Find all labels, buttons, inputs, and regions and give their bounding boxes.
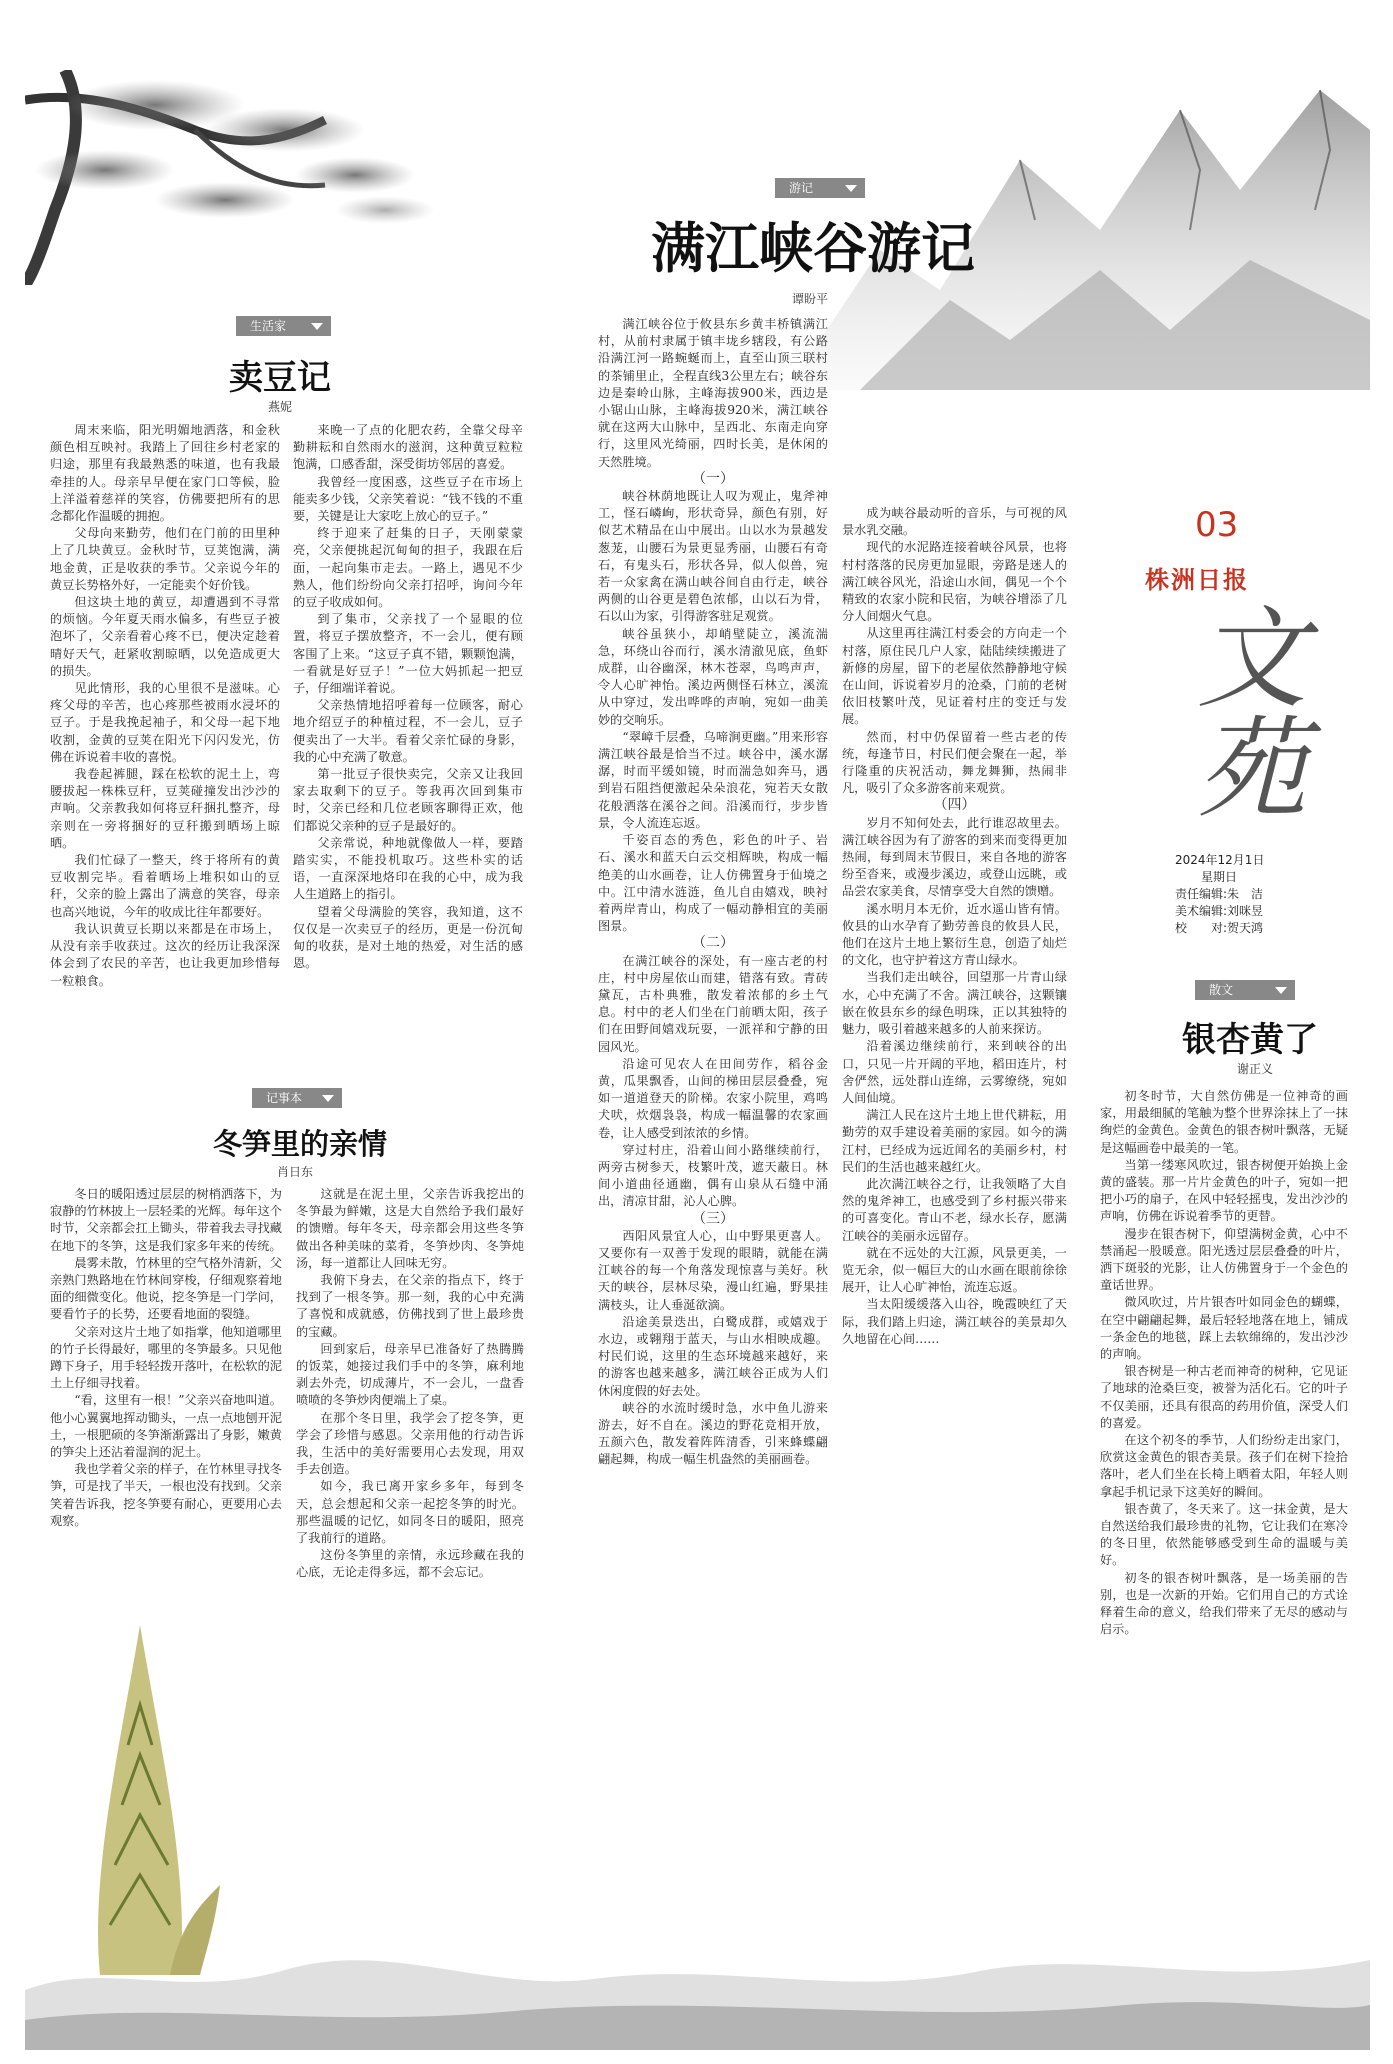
paragraph: 我也学着父亲的样子，在竹林里寻找冬笋，可是找了半天，一根也没有找到。父亲笑着告诉我，挖冬笋要有耐心，更要用心去观察。 — [50, 1462, 282, 1528]
paragraph: 就在不远处的大江源，风景更美，一览无余，似一幅巨大的山水画在眼前徐徐展开，让人心旷神怡，流连忘返。 — [842, 1245, 1067, 1295]
pine-tree-ink-painting — [25, 70, 445, 285]
paragraph: 溪水明月本无价，近水遥山皆有情。攸县的山水孕育了勤劳善良的攸县人民，他们在这片土地上繁衍生息，创造了灿烂的文化，也守护着这方青山绿水。 — [842, 901, 1067, 968]
section-number: （一） — [692, 470, 734, 487]
byline-dongsun: 肖日东 — [276, 1165, 313, 1179]
paragraph: 父母向来勤劳，他们在门前的田里种上了几块黄豆。金秋时节，豆荚饱满，满地金黄，正是收获的季节。父亲说今年的黄豆长势格外好，一定能卖个好价钱。 — [50, 526, 280, 592]
byline-yinxing: 谢正义 — [1236, 1062, 1273, 1076]
article-title-youji: 满江峡谷游记 — [651, 217, 975, 280]
paragraph: 在这个初冬的季节，人们纷纷走出家门，欣赏这金黄色的银杏美景。孩子们在树下捡拾落叶，老人们坐在长椅上晒着太阳，年轻人则拿起手机记录下这美好的瞬间。 — [1100, 1433, 1348, 1499]
chevron-down-icon — [311, 323, 323, 330]
paragraph: 当第一缕寒风吹过，银杏树便开始换上金黄的盛装。那一片片金黄色的叶子，宛如一把把小巧的扇子，在风中轻轻摇曳，发出沙沙的声响，仿佛在诉说着季节的更替。 — [1100, 1157, 1348, 1224]
article-body-maidouji-col1 — [50, 422, 280, 1062]
tag-label: 游记 — [789, 181, 814, 195]
paragraph: 穿过村庄，沿着山间小路继续前行，两旁古树参天，枝繁叶茂，遮天蔽日。林间小道曲径通幽，偶有山泉从石缝中涌出，清凉甘甜，沁人心脾。 — [598, 1142, 828, 1209]
article-body-youji-col2 — [842, 505, 1067, 1886]
paragraph-list — [50, 1186, 282, 1530]
paragraph: 我俯下身去，在父亲的指点下，终于找到了一根冬笋。那一刻，我的心中充满了喜悦和成就感，仿佛找到了世上最珍贵的宝藏。 — [296, 1273, 524, 1339]
paragraph: 然而，村中仍保留着一些古老的传统，每逢节日，村民们便会聚在一起，举行隆重的庆祝活动，舞龙舞狮，热闹非凡，吸引了众多游客前来观赏。 — [842, 729, 1067, 796]
paragraph: 这就是在泥土里，父亲告诉我挖出的冬笋最为鲜嫩，这是大自然给予我们最好的馈赠。每年冬天，母亲都会用这些冬笋做出各种美味的菜肴，冬笋炒肉、冬笋炖汤，每一道都让人回味无穷。 — [296, 1187, 524, 1270]
article-title-maidouji: 卖豆记 — [229, 358, 331, 398]
section-tag-jishiben — [252, 1088, 342, 1108]
paragraph: 当我们走出峡谷，回望那一片青山绿水，心中充满了不舍。满江峡谷，这颗镶嵌在攸县东乡的绿色明珠，正以其独特的魅力，吸引着越来越多的人前来探访。 — [842, 970, 1067, 1037]
paragraph: 银杏黄了，冬天来了。这一抹金黄，是大自然送给我们最珍贵的礼物，它让我们在寒冷的冬日里，依然能够感受到生命的温暖与美好。 — [1100, 1501, 1348, 1568]
paragraph-list — [50, 422, 280, 990]
paragraph: “翠嶂千层叠，乌啼涧更幽。”用来形容满江峡谷最是恰当不过。峡谷中，溪水潺潺，时而平缓如镜，时而湍急如奔马，遇到岩石阻挡便激起朵朵浪花，宛若天女散花般洒落在溪谷之间。沿溪而行，步步皆景，令人流连忘返。 — [598, 729, 828, 830]
article-title-yinxing: 银杏黄了 — [1182, 1020, 1318, 1060]
paragraph: 微风吹过，片片银杏叶如同金色的蝴蝶，在空中翩翩起舞，最后轻轻地落在地上，铺成一条金色的地毯，踩上去软绵绵的，发出沙沙的声响。 — [1100, 1295, 1348, 1362]
editor-credit: 责任编辑:朱 洁 — [1175, 887, 1264, 901]
bamboo-shoot-illustration — [80, 1625, 230, 1975]
paragraph: 终于迎来了赶集的日子，天刚蒙蒙亮，父亲便挑起沉甸甸的担子，我跟在后面，一起向集市走去。一路上，遇见不少熟人，他们纷纷向父亲打招呼，询问今年的豆子收成如何。 — [293, 526, 523, 610]
article-body-dongsun-col1 — [50, 1186, 282, 1636]
paragraph-list — [1100, 1088, 1348, 1639]
section-number: （三） — [692, 1210, 734, 1227]
issue-weekday: 星期日 — [1201, 870, 1238, 884]
paragraph: 成为峡谷最动听的音乐，与可视的风景水乳交融。 — [842, 506, 1067, 538]
paragraph: 沿着溪边继续前行，来到峡谷的出口，只见一片开阔的平地，稻田连片，村舍俨然，远处群山连绵，云雾缭绕，宛如人间仙境。 — [842, 1039, 1067, 1105]
paragraph: 见此情形，我的心里很不是滋味。心疼父母的辛苦，也心疼那些被雨水浸坏的豆子。于是我挽起袖子，和父母一起下地收割，金黄的豆荚在阳光下闪闪发光，仿佛在诉说着丰收的喜悦。 — [50, 681, 280, 764]
article-title-dongsun: 冬笋里的亲情 — [212, 1127, 387, 1161]
paragraph: 如今，我已离开家乡多年，每到冬天，总会想起和父亲一起挖冬笋的时光。那些温暖的记忆，如同冬日的暖阳，照亮了我前行的道路。 — [296, 1479, 524, 1546]
paragraph: 初冬的银杏树叶飘落，是一场美丽的告别，也是一次新的开始。它们用自己的方式诠释着生命的意义，给我们带来了无尽的感动与启示。 — [1100, 1570, 1348, 1637]
paragraph: 父亲对这片土地了如指掌，他知道哪里的竹子长得最好，哪里的冬笋最多。只见他蹲下身子，用手轻轻拨开落叶，在松软的泥土上仔细寻找着。 — [50, 1324, 282, 1391]
paragraph: 我认识黄豆长期以来都是在市场上，从没有亲手收获过。这次的经历让我深深体会到了农民的辛苦，也让我更加珍惜每一粒粮食。 — [50, 921, 280, 988]
proofreader-credit: 校 对:贺天鸿 — [1175, 921, 1264, 935]
paragraph: 沿途可见农人在田间劳作，稻谷金黄，瓜果飘香，山间的梯田层层叠叠，宛如一道道登天的阶梯。农家小院里，鸡鸣犬吠，炊烟袅袅，构成一幅温馨的农家画卷，让人感受到浓浓的乡情。 — [598, 1056, 828, 1140]
paragraph-list — [598, 316, 828, 1469]
paragraph: 从这里再往满江村委会的方向走一个村落，原住民几户人家，陆陆续续搬进了新修的房屋，留下的老屋依然静静地守候在山间，诉说着岁月的沧桑，门前的老树依旧枝繁叶茂，见证着村庄的变迁与发展。 — [842, 626, 1067, 727]
paragraph-list — [293, 422, 523, 973]
section-name: 文苑 — [1179, 600, 1307, 820]
paragraph: 我们忙碌了一整天，终于将所有的黄豆收割完毕。看着晒场上堆积如山的豆秆，父亲的脸上露出了满意的笑容，母亲也高兴地说，今年的收成比往年都要好。 — [50, 853, 280, 919]
section-tag-youji — [775, 178, 865, 198]
paragraph: 此次满江峡谷之行，让我领略了大自然的鬼斧神工，也感受到了乡村振兴带来的可喜变化。青山不老，绿水长存，愿满江峡谷的美丽永远留存。 — [842, 1176, 1067, 1243]
paragraph: 第一批豆子很快卖完，父亲又让我回家去取剩下的豆子。等我再次回到集市时，父亲已经和几位老顾客聊得正欢，他们都说父亲种的豆子是最好的。 — [293, 767, 523, 833]
paragraph: 峡谷虽狭小，却峭壁陡立，溪流湍急，环绕山谷而行，溪水清澈见底，鱼虾成群，山谷幽深，林木苍翠，鸟鸣声声，令人心旷神怡。溪边两侧怪石林立，溪流从中穿过，发出哗哗的声响，宛如一曲美妙的交响乐。 — [598, 626, 828, 727]
paragraph: 这份冬笋里的亲情，永远珍藏在我的心底，无论走得多远，都不会忘记。 — [296, 1548, 524, 1580]
paragraph: 父亲常说，种地就像做人一样，要踏踏实实，不能投机取巧。这些朴实的话语，一直深深地烙印在我的心中，成为我人生道路上的指引。 — [293, 835, 523, 902]
chevron-down-icon — [845, 185, 857, 192]
paragraph: 周末来临，阳光明媚地洒落，和金秋颜色相互映衬。我踏上了回往乡村老家的归途，那里有我最熟悉的味道，也有我最牵挂的人。母亲早早便在家门口等候，脸上洋溢着慈祥的笑容，仿佛要把所有的思念都化作温暖的拥抱。 — [50, 423, 280, 524]
section-tag-sanwen — [1195, 980, 1295, 1000]
paragraph: 现代的水泥路连接着峡谷风景，也将村村落落的民房更加显眼，旁路是迷人的满江峡谷风光，沿途山水间，偶见一个个精致的农家小院和民宿，为峡谷增添了几分人间烟火气息。 — [842, 540, 1067, 624]
paragraph: 我卷起裤腿，踩在松软的泥土上，弯腰拔起一株株豆秆，豆荚碰撞发出沙沙的声响。父亲教我如何将豆秆捆扎整齐，母亲则在一旁将捆好的豆秆搬到晒场上晾晒。 — [50, 767, 280, 850]
art-editor-credit: 美术编辑:刘咪昱 — [1175, 904, 1264, 918]
paragraph: 在满江峡谷的深处，有一座古老的村庄，村中房屋依山而建，错落有致。青砖黛瓦，古朴典雅，散发着浓郁的乡土气息。村中的老人们坐在门前晒太阳，孩子们在田野间嬉戏玩耍，一派祥和宁静的田园风光。 — [598, 953, 828, 1054]
article-body-dongsun-col2 — [296, 1186, 524, 1906]
paragraph: 到了集市，父亲找了一个显眼的位置，将豆子摆放整齐，不一会儿，便有顾客围了上来。“这豆子真不错，颗颗饱满，一看就是好豆子！”一位大妈抓起一把豆子，仔细端详着说。 — [293, 612, 523, 696]
section-number: （四） — [933, 797, 976, 814]
tag-label: 记事本 — [266, 1091, 303, 1105]
paragraph: 我曾经一度困惑，这些豆子在市场上能卖多少钱，父亲笑着说：“钱不钱的不重要，关键是让大家吃上放心的豆子。” — [293, 474, 523, 524]
paragraph: 晨雾未散，竹林里的空气格外清新，父亲熟门熟路地在竹林间穿梭，仔细观察着地面的细微变化。他说，挖冬笋是一门学问，要看竹子的长势，还要看地面的裂缝。 — [50, 1255, 282, 1322]
chevron-down-icon — [1275, 987, 1287, 994]
masthead-info — [1175, 852, 1355, 937]
paragraph: 岁月不知何处去，此行谁忍故里去。满江峡谷因为有了游客的到来而变得更加热闹，每到周末节假日，来自各地的游客纷至沓来，或漫步溪边，或登山远眺，或品尝农家美食，尽情享受大自然的馈赠。 — [842, 815, 1067, 899]
paragraph: 千姿百态的秀色，彩色的叶子、岩石、溪水和蓝天白云交相辉映，构成一幅绝美的山水画卷，让人仿佛置身于仙境之中。江中清水涟涟，鱼儿自由嬉戏，映衬着两岸青山，构成了一幅动静相宜的美丽图景。 — [598, 833, 828, 934]
paragraph: 满江人民在这片土地上世代耕耘，用勤劳的双手建设着美丽的家园。如今的满江村，已经成为远近闻名的美丽乡村，村民们的生活也越来越红火。 — [842, 1108, 1067, 1174]
byline-maidouji: 燕妮 — [267, 400, 292, 414]
paragraph: 沿途美景迭出，白鹭成群，或嬉戏于水边，或翱翔于蓝天，与山水相映成趣。村民们说，这里的生态环境越来越好，来的游客也越来越多，满江峡谷正成为人们休闲度假的好去处。 — [598, 1314, 828, 1398]
paragraph: 峡谷的水流时缓时急，水中鱼儿游来游去，好不自在。溪边的野花竞相开放，五颜六色，散发着阵阵清香，引来蜂蝶翩翩起舞，构成一幅生机盎然的美丽画卷。 — [598, 1400, 828, 1467]
paragraph: 初冬时节，大自然仿佛是一位神奇的画家，用最细腻的笔触为整个世界涂抹上了一抹绚烂的金黄色。金黄色的银杏树叶飘落，无疑是这幅画卷中最美的一笔。 — [1100, 1089, 1348, 1155]
page-number: 03 — [1195, 505, 1239, 545]
paragraph-list — [842, 505, 1067, 1348]
paragraph: 在那个冬日里，我学会了挖冬笋，更学会了珍惜与感恩。父亲用他的行动告诉我，生活中的美好需要用心去发现，用双手去创造。 — [296, 1410, 524, 1477]
article-body-maidouji-col2 — [293, 422, 523, 1062]
paper-name: 株洲日报 — [1145, 565, 1249, 594]
paragraph: 望着父母满脸的笑容，我知道，这不仅仅是一次卖豆子的经历，更是一份沉甸甸的收获，是对土地的热爱，对生活的感恩。 — [293, 904, 523, 971]
article-body-youji-col1 — [598, 316, 828, 1886]
paragraph: 但这块土地的黄豆，却遭遇到不寻常的烦恼。今年夏天雨水偏多，有些豆子被泡坏了，父亲看着心疼不已，便决定趁着晴好天气，赶紧收割晾晒，以免造成更大的损失。 — [50, 595, 280, 678]
article-body-yinxing — [1100, 1088, 1348, 1888]
section-number: （二） — [692, 935, 734, 952]
paragraph: 银杏树是一种古老而神奇的树种，它见证了地球的沧桑巨变，被誉为活化石。它的叶子不仅美丽，还具有很高的药用价值，深受人们的喜爱。 — [1100, 1364, 1348, 1430]
paragraph: 来晚一了点的化肥农药，全靠父母辛勤耕耘和自然雨水的滋润，这种黄豆粒粒饱满，口感香甜，深受街坊邻居的喜爱。 — [293, 423, 523, 472]
paragraph: 回到家后，母亲早已准备好了热腾腾的饭菜，她接过我们手中的冬笋，麻利地剥去外壳，切成薄片，不一会儿，一盘香喷喷的冬笋炒肉便端上了桌。 — [296, 1341, 524, 1408]
paragraph: 满江峡谷位于攸县东乡黄丰桥镇满江村，从前村隶属于镇丰垅乡辖段，有公路沿满江河一路蜿蜒而上，直至山顶三联村的茶铺里止，全程直线3公里左右；峡谷东边是秦岭山脉，主峰海拔900米，西边是小锯山山脉，主峰海拔920米，满江峡谷就在这两大山脉中，呈西北、东南走向穿行，这里风光绮丽，四时长美，是休闲的天然胜境。 — [598, 317, 828, 469]
paragraph-list — [296, 1186, 524, 1582]
paragraph: 当太阳缓缓落入山谷，晚霞映红了天际，我们踏上归途，满江峡谷的美景却久久地留在心间…… — [842, 1297, 1067, 1346]
paragraph: 冬日的暖阳透过层层的树梢洒落下，为寂静的竹林披上一层轻柔的光辉。每年这个时节，父亲都会扛上锄头，带着我去寻找藏在地下的冬笋，这是我们家多年来的传统。 — [50, 1187, 282, 1253]
paragraph: 父亲热情地招呼着每一位顾客，耐心地介绍豆子的种植过程，不一会儿，豆子便卖出了一大半。看着父亲忙碌的身影，我的心中充满了敬意。 — [293, 698, 523, 764]
tag-label: 生活家 — [250, 319, 287, 333]
paragraph: “看，这里有一根！”父亲兴奋地叫道。他小心翼翼地挥动锄头，一点一点地刨开泥土，一根肥硕的冬笋渐渐露出了身影，嫩黄的笋尖上还沾着湿润的泥土。 — [50, 1393, 282, 1460]
paragraph: 峡谷林荫地既让人叹为观止，鬼斧神工，怪石嶙峋，形状奇异，颜色有别，好似艺术精品在山中展出。山以水为景越发葱茏，山腰石为景更显秀丽，山腰石有奇石，有鬼头石，形状各异，似人似兽，宛若一众家禽在满山峡谷间自由行走，峡谷两侧的山谷更是碧色浓郁，山以石为骨，石以山为家，引得游客驻足观赏。 — [598, 489, 828, 624]
chevron-down-icon — [322, 1095, 334, 1102]
paragraph: 漫步在银杏树下，仰望满树金黄，心中不禁涌起一股暖意。阳光透过层层叠叠的叶片，洒下斑驳的光影，让人仿佛置身于一个金色的童话世界。 — [1100, 1226, 1348, 1293]
byline-youji: 谭盼平 — [791, 292, 828, 306]
paragraph: 西阳风景宜人心，山中野果更喜人。又要你有一双善于发现的眼睛，就能在满江峡谷的每一个角落发现惊喜与美好。秋天的峡谷，层林尽染，漫山红遍，野果挂满枝头，让人垂涎欲滴。 — [598, 1228, 828, 1312]
section-tag-shenghuojia — [236, 316, 331, 336]
tag-label: 散文 — [1209, 983, 1234, 997]
issue-date: 2024年12月1日 — [1175, 853, 1265, 867]
